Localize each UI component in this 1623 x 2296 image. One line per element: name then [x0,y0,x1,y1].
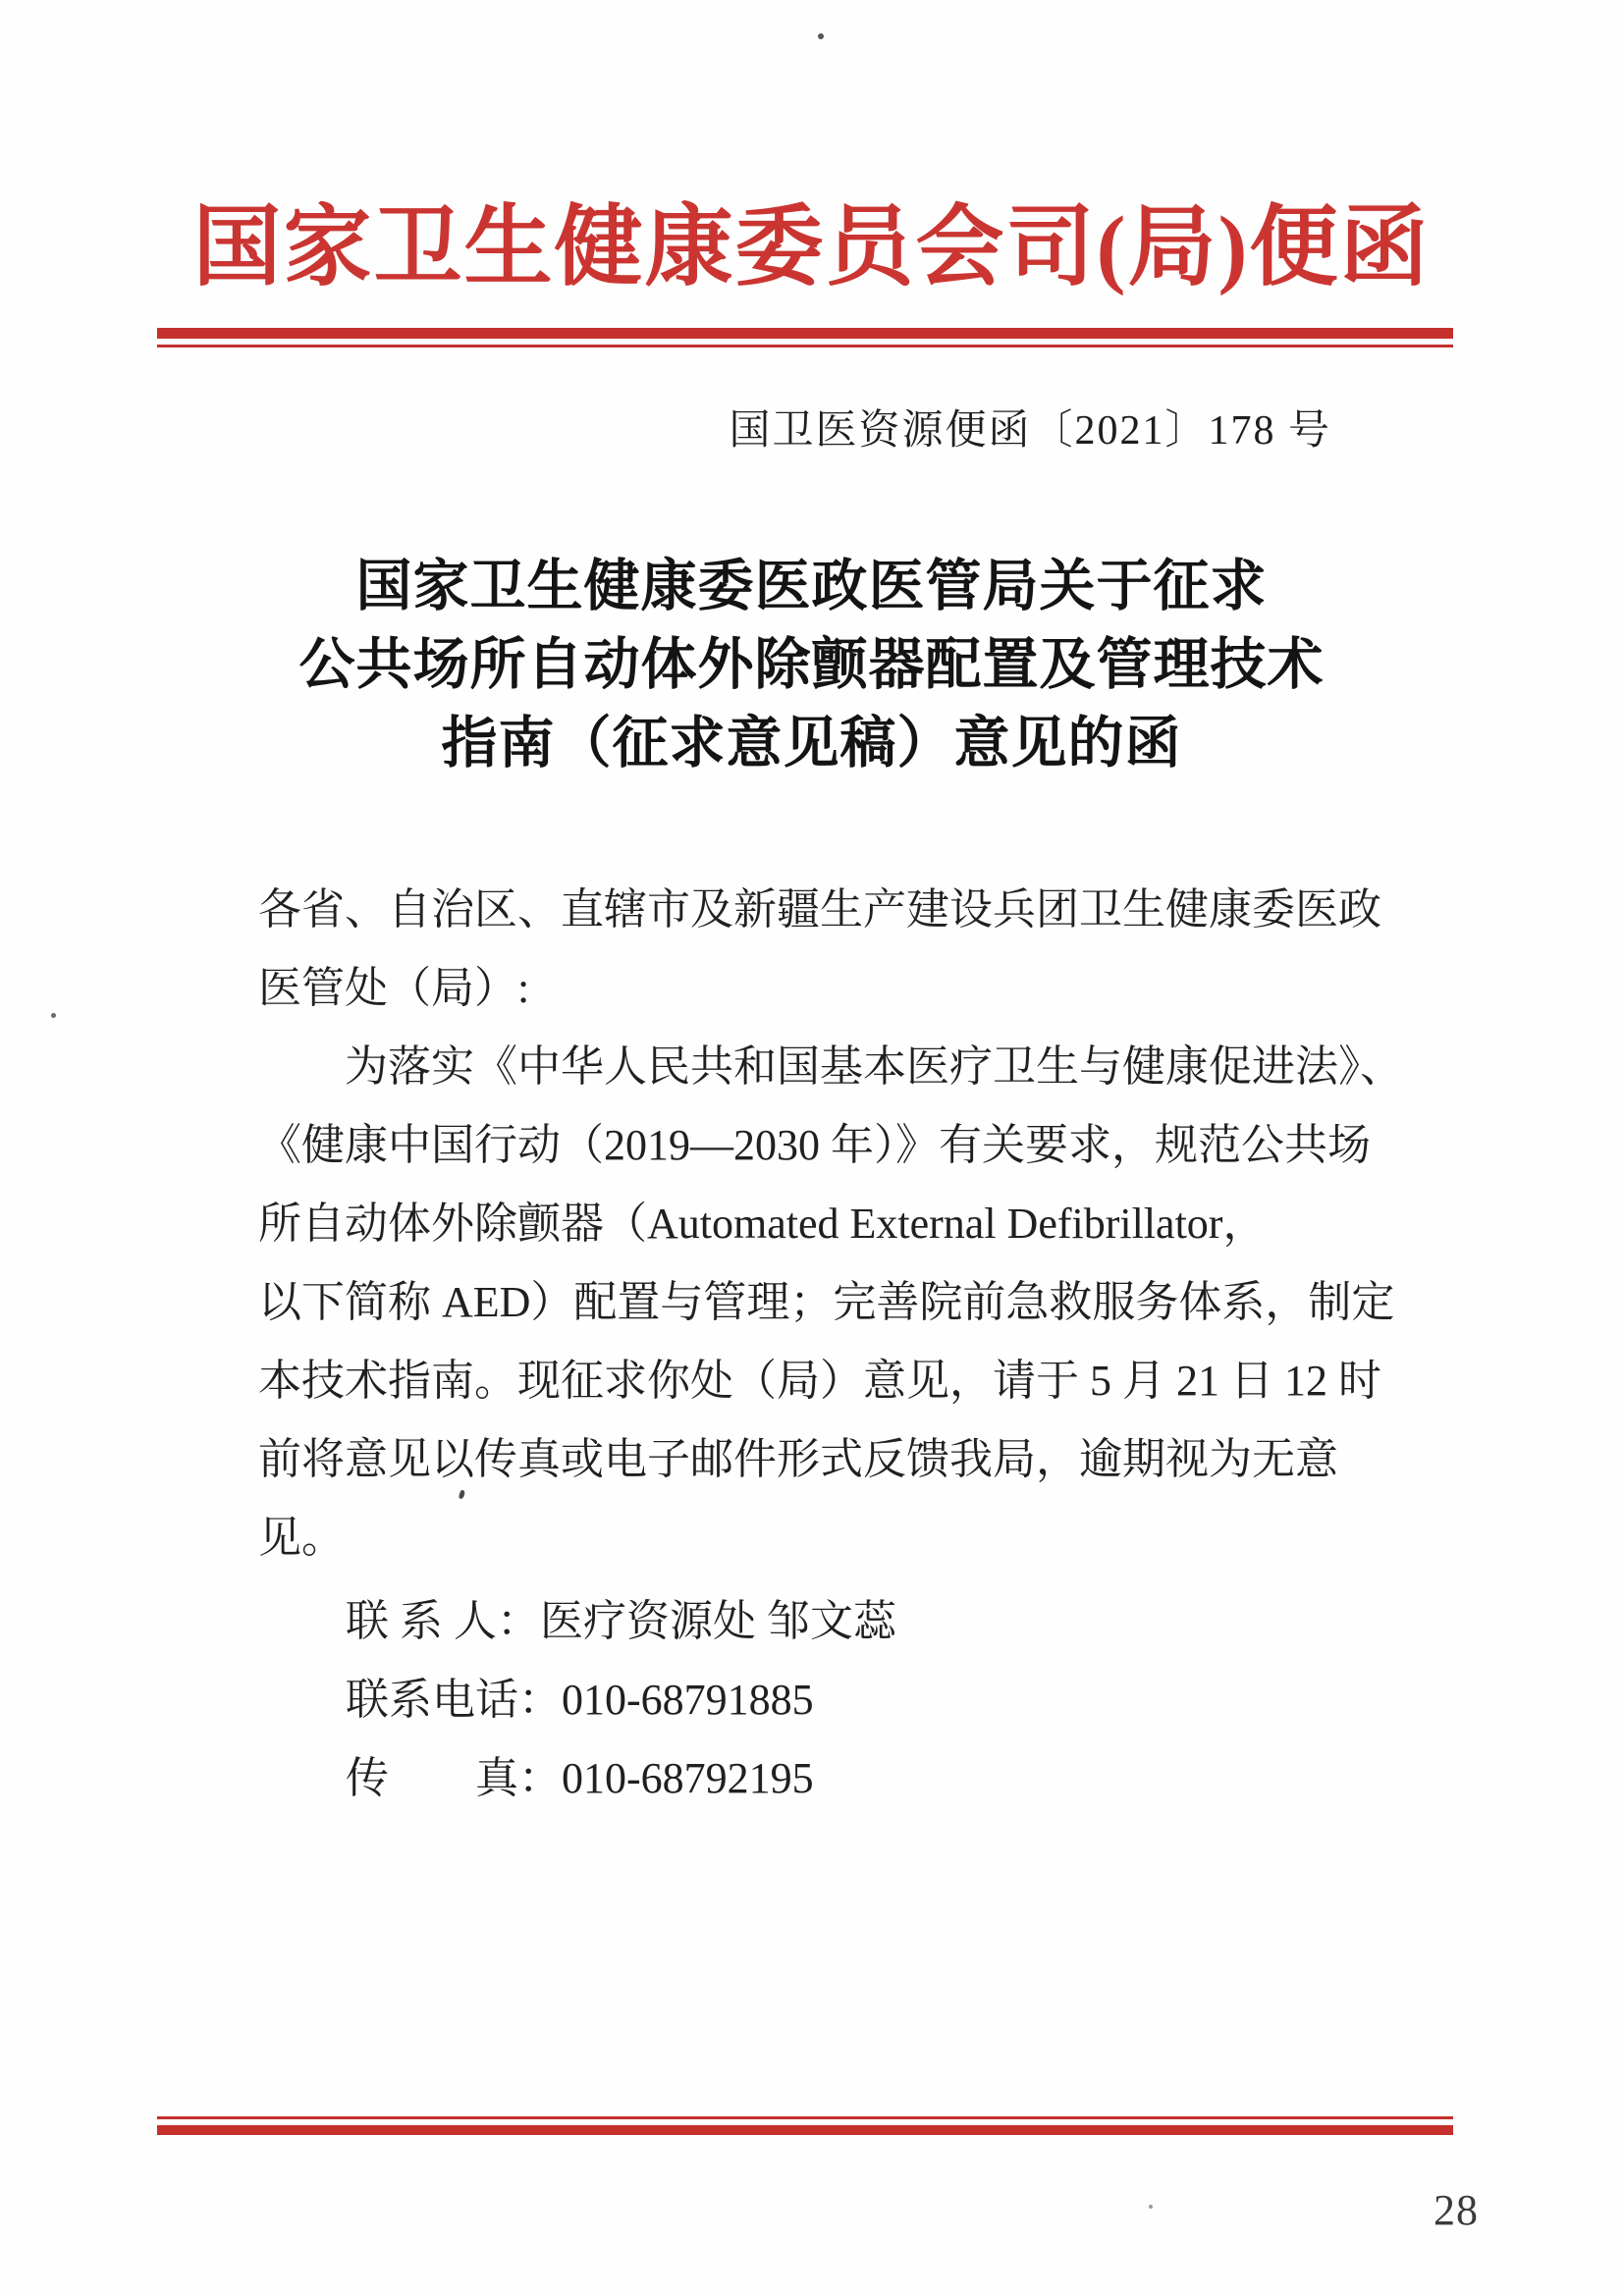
body-line: 见。 [258,1514,345,1562]
body-line: 为落实《中华人民共和国基本医疗卫生与健康促进法》、 [345,1042,1403,1091]
contact-block [346,1582,896,1818]
subject-title-line-3: 指南（征求意见稿）意见的函 [441,713,1182,774]
contact-person: 联 系 人：医疗资源处 邹文蕊 [346,1597,896,1645]
footer-rule-thin [157,2116,1453,2119]
contact-fax: 传 真：010-68792195 [346,1754,814,1802]
body-line: 以下简称 AED）配置与管理；完善院前急救服务体系，制定 [258,1278,1395,1326]
letterhead-rule-thin [157,345,1453,347]
body-line: 本技术指南。现征求你处（局）意见，请于 5 月 21 日 12 时 [258,1357,1381,1405]
body-line: 各省、自治区、直辖市及新疆生产建设兵团卫生健康委医政 [258,885,1381,934]
scan-speck [818,33,824,39]
body-line: 《健康中国行动（2019—2030 年）》有关要求，规范公共场 [258,1121,1371,1169]
scan-speck [51,1013,56,1018]
letterhead-agency-title: 国家卫生健康委员会司(局)便函 [192,199,1431,296]
body-line: 医管处（局）: [258,964,530,1012]
scan-speck [1149,2205,1153,2209]
contact-phone: 联系电话：010-68791885 [346,1676,814,1724]
subject-title-line-1: 国家卫生健康委医政医管局关于征求 [355,556,1268,617]
page-number: 28 [1434,2186,1479,2234]
letterhead-rule-thick [157,328,1453,339]
subject-title-line-2: 公共场所自动体外除颤器配置及管理技术 [298,634,1325,696]
subject-title [0,548,1623,783]
footer-rule-thick [157,2125,1453,2135]
document-number: 国卫医资源便函〔2021〕178 号 [729,408,1331,454]
body-line: 前将意见以传真或电子邮件形式反馈我局，逾期视为无意 [258,1435,1338,1483]
body-line: 所自动体外除颤器（Automated External Defibrillator， [258,1200,1267,1248]
letter-body [258,871,1417,1577]
